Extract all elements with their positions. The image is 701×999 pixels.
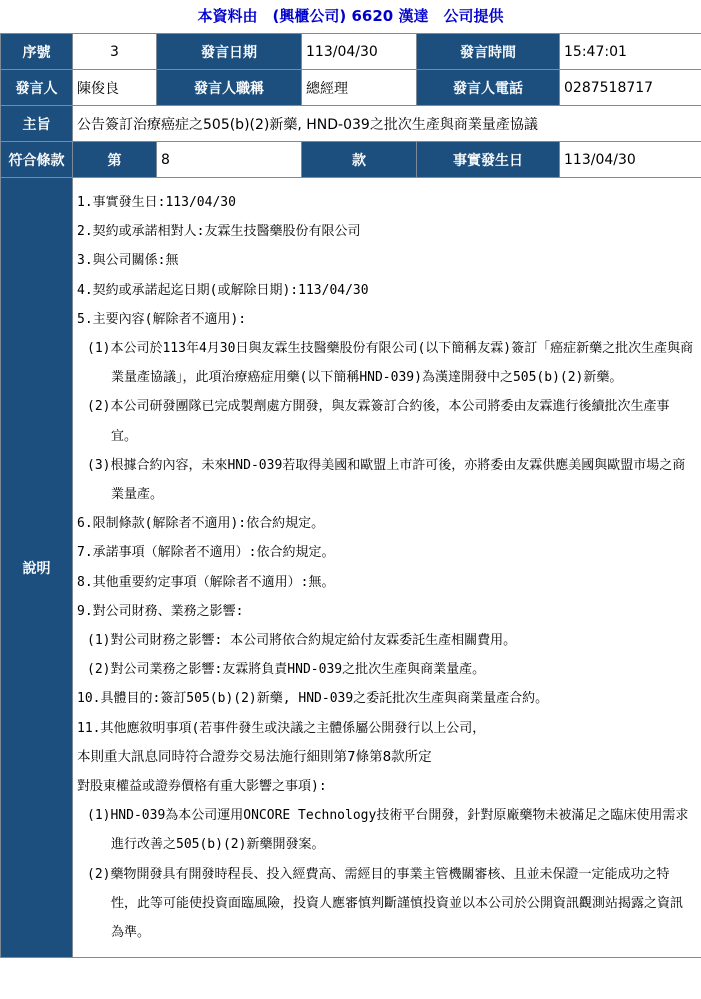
desc-line: 6.限制條款(解除者不適用):依合約規定。 — [77, 516, 325, 532]
desc-line: 2.契約或承諾相對人:友霖生技醫藥股份有限公司 — [77, 224, 361, 240]
row-description — [1, 178, 701, 958]
row-speaker — [1, 70, 701, 106]
phone-label: 發言人電話 — [417, 70, 560, 106]
desc-subitem: (2)本公司研發團隊已完成製劑處方開發，與友霖簽訂合約後，本公司將委由友霖進行後續批次生產事宜。 — [87, 399, 670, 444]
time-value: 15:47:01 — [560, 34, 701, 70]
time-label: 發言時間 — [417, 34, 560, 70]
desc-line: 10.具體目的:簽訂505(b)(2)新藥, HND-039之委託批次生產與商業量產合約。 — [77, 691, 549, 707]
desc-line: 9.對公司財務、業務之影響: — [77, 603, 244, 619]
description-body — [73, 178, 701, 957]
description-label: 說明 — [1, 178, 73, 958]
clause-no-label: 第 — [73, 142, 157, 178]
announcement-table — [0, 33, 701, 958]
seq-label: 序號 — [1, 34, 73, 70]
event-date-label: 事實發生日 — [417, 142, 560, 178]
clause-label: 符合條款 — [1, 142, 73, 178]
desc-subitem: (2)對公司業務之影響:友霖將負責HND-039之批次生產與商業量產。 — [87, 662, 486, 678]
desc-subitem: (1)HND-039為本公司運用ONCORE Technology技術平台開發，針對原廠藥物未被滿足之臨床使用需求進行改善之505(b)(2)新藥開發案。 — [87, 808, 689, 853]
speaker-title-label: 發言人職稱 — [157, 70, 302, 106]
desc-line: 4.契約或承諾起迄日期(或解除日期):113/04/30 — [77, 282, 369, 298]
subject-label: 主旨 — [1, 106, 73, 142]
speaker-value: 陳俊良 — [73, 70, 157, 106]
desc-subitem: (2)藥物開發具有開發時程長、投入經費高、需經目的事業主管機關審核、且並未保證一定能成功之特性，此等可能使投資面臨風險，投資人應審慎判斷謹慎投資並以本公司於公開資訊觀測站揭露之資訊為準。 — [87, 866, 684, 941]
speaker-title-value: 總經理 — [302, 70, 417, 106]
date-label: 發言日期 — [157, 34, 302, 70]
row-subject — [1, 106, 701, 142]
seq-value: 3 — [73, 34, 157, 70]
event-date-value: 113/04/30 — [560, 142, 701, 178]
date-value: 113/04/30 — [302, 34, 417, 70]
phone-value: 0287518717 — [560, 70, 701, 106]
subject-value: 公告簽訂治療癌症之505(b)(2)新藥, HND-039之批次生產與商業量產協議 — [73, 106, 701, 142]
desc-line: 5.主要內容(解除者不適用): — [77, 311, 247, 327]
desc-line: 7.承諾事項（解除者不適用）:依合約規定。 — [77, 545, 335, 561]
desc-line: 11.其他應敘明事項(若事件發生或決議之主體係屬公開發行以上公司， — [77, 720, 486, 736]
row-clause — [1, 142, 701, 178]
speaker-label: 發言人 — [1, 70, 73, 106]
desc-subitem: (3)根據合約內容，未來HND-039若取得美國和歐盟上市許可後，亦將委由友霖供應美國與歐盟市場之商業量產。 — [87, 457, 686, 503]
row-seq — [1, 34, 701, 70]
clause-no-value: 8 — [157, 142, 302, 178]
desc-line: 8.其他重要約定事項（解除者不適用）:無。 — [77, 574, 335, 590]
desc-subitem: (1)對公司財務之影響: 本公司將依合約規定給付友霖委託生產相關費用。 — [87, 633, 517, 649]
desc-line: 3.與公司關係:無 — [77, 253, 179, 269]
page-title: 本資料由 (興櫃公司) 6620 漢達 公司提供 — [197, 7, 504, 25]
desc-line: 1.事實發生日:113/04/30 — [77, 195, 236, 210]
desc-line: 對股東權益或證券價格有重大影響之事項): — [77, 779, 327, 795]
desc-subitem: (1)本公司於113年4月30日與友霖生技醫藥股份有限公司(以下簡稱友霖)簽訂「癌症新藥之批次生產與商業量產協議」，此項治療癌症用藥(以下簡稱HND-039)為漢達開發中之505(b)(2)新藥。 — [87, 341, 694, 386]
section-label: 款 — [302, 142, 417, 178]
desc-line: 本則重大訊息同時符合證券交易法施行細則第7條第8款所定 — [77, 748, 432, 765]
